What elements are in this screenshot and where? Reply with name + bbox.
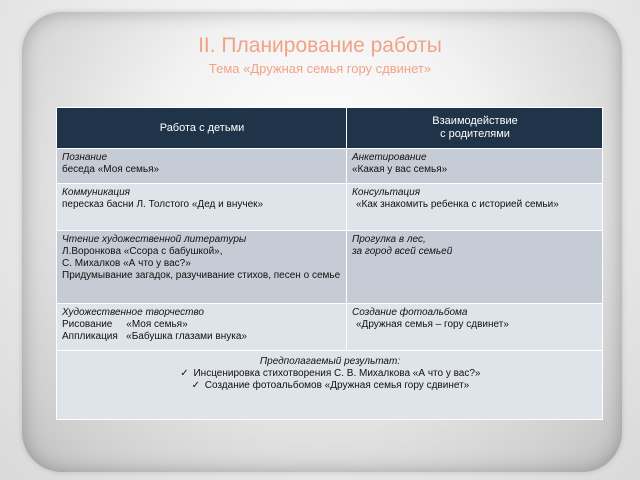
- table-cell: [347, 231, 603, 304]
- table-cell: [347, 304, 603, 351]
- table-cell: [57, 149, 347, 184]
- result-row: [57, 351, 603, 420]
- checkmark-icon: ✓: [191, 380, 200, 391]
- result-item: [62, 380, 598, 392]
- table-cell: [57, 231, 347, 304]
- cell-heading: Познание: [62, 152, 108, 163]
- cell-line: С. Михалков «А что у вас?»: [62, 258, 191, 269]
- cell-heading: Художественное творчество: [62, 307, 204, 318]
- table-cell: [347, 184, 603, 231]
- result-item: [62, 368, 598, 380]
- cell-heading: Консультация: [352, 187, 421, 198]
- cell-heading: Чтение художественной литературы: [62, 234, 247, 245]
- cell-line: за город всей семьей: [352, 246, 453, 257]
- cell-heading: Прогулка в лес,: [352, 234, 426, 245]
- result-item-text: Инсценировка стихотворения С. В. Михалкова «А что у вас?»: [193, 368, 481, 379]
- table-row: [57, 231, 603, 304]
- result-item-text: Создание фотоальбомов «Дружная семья гору сдвинет»: [204, 380, 470, 391]
- result-title: Предполагаемый результат:: [259, 356, 401, 367]
- table-row: [57, 184, 603, 231]
- plan-table: [56, 107, 603, 420]
- cell-line: беседа «Моя семья»: [62, 164, 160, 175]
- cell-line: пересказ басни Л. Толстого «Дед и внучек»: [62, 199, 264, 210]
- table-cell: [57, 184, 347, 231]
- header-children: Работа с детьми: [57, 108, 347, 149]
- slide-subtitle: Тема «Дружная семья гору сдвинет»: [208, 61, 432, 76]
- cell-heading: Создание фотоальбома: [352, 307, 468, 318]
- cell-line: Л.Воронкова «Ссора с бабушкой»,: [62, 246, 223, 257]
- cell-line: Аппликация «Бабушка глазами внука»: [62, 331, 247, 342]
- cell-line: «Как знакомить ребенка с историей семьи»: [356, 199, 559, 210]
- slide-title: II. Планирование работы: [198, 34, 442, 57]
- cell-heading: Коммуникация: [62, 187, 131, 198]
- table-header-row: [57, 108, 603, 149]
- cell-line: Рисование «Моя семья»: [62, 319, 188, 330]
- cell-line: «Дружная семья – гору сдвинет»: [356, 319, 509, 330]
- result-cell: [57, 351, 603, 420]
- table-row: [57, 304, 603, 351]
- table-cell: [57, 304, 347, 351]
- table-cell: [347, 149, 603, 184]
- cell-line: «Какая у вас семья»: [352, 164, 448, 175]
- cell-heading: Анкетирование: [352, 152, 427, 163]
- table-row: [57, 149, 603, 184]
- header-parents: Взаимодействие с родителями: [347, 108, 603, 149]
- checkmark-icon: ✓: [180, 368, 189, 379]
- cell-line: Придумывание загадок, разучивание стихов, песен о семье: [62, 270, 341, 281]
